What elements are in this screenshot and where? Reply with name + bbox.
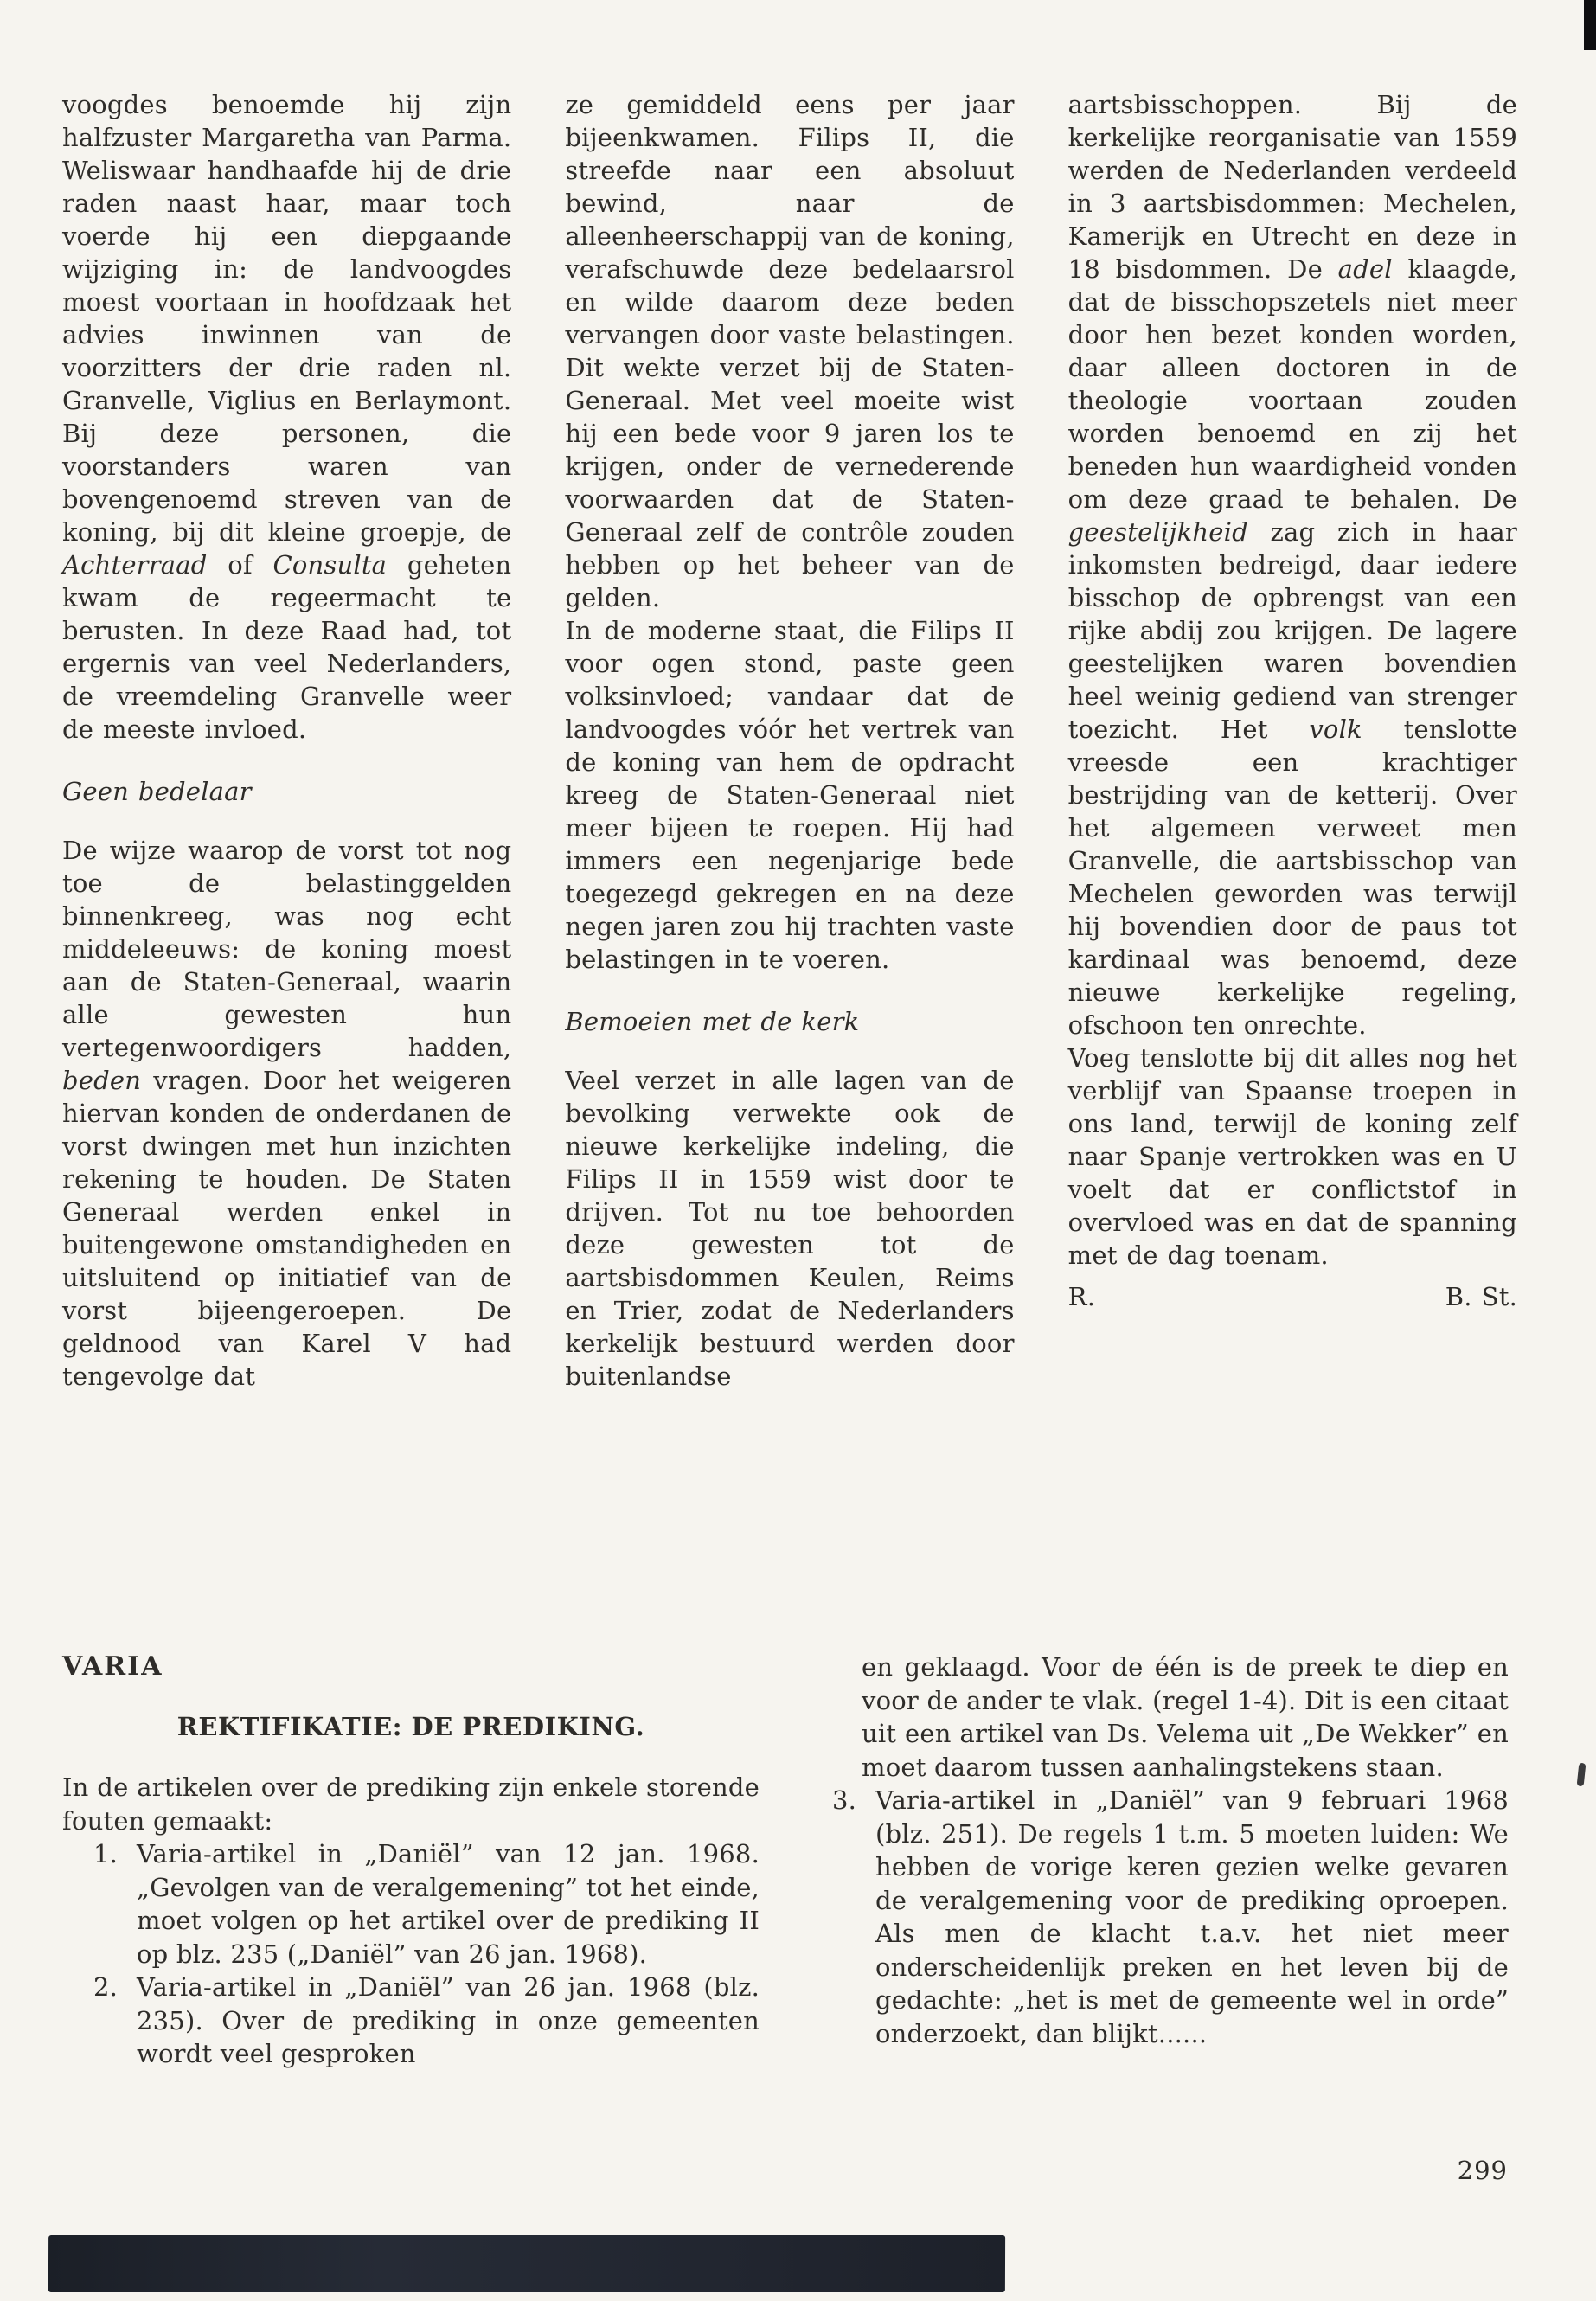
section-heading-geen-bedelaar: Geen bedelaar	[62, 777, 252, 806]
article-column-2	[565, 88, 1014, 1393]
section-heading-bemoeien-met-de-kerk: Bemoeien met de kerk	[565, 1007, 860, 1036]
varia-section	[62, 1650, 1509, 2071]
varia-intro: In de artikelen over de prediking zijn enkele storende fouten gemaakt:	[62, 1772, 760, 1836]
varia-title: VARIA	[62, 1651, 163, 1682]
signature-right: B. St.	[1445, 1282, 1517, 1311]
item-text: Varia-artikel in „Daniël” van 26 jan. 1968 (blz. 235). Over de prediking in onze gemeenten wordt veel gesproken	[137, 1972, 760, 2068]
scan-corner-mark	[1584, 0, 1596, 50]
signature-line	[1068, 1280, 1517, 1313]
item-text: Varia-artikel in „Daniël” van 12 jan. 1968. „Gevolgen van de veralgemening” tot het einde, moet volgen op het artikel over de prediking II op blz. 235 („Daniël” van 26 jan. 1968).	[137, 1839, 760, 1969]
scan-edge-mark	[1577, 1763, 1586, 1787]
varia-item-1	[93, 1837, 760, 1971]
varia-item-3	[832, 1784, 1509, 2050]
article-paragraph: De wijze waarop de vorst tot nog toe de belastinggelden binnenkreeg, was nog echt middeleeuws: de koning moest aan de Staten-Generaal, waarin alle gewesten hun vertegenwoordigers hadden, beden vragen. Door het weigeren hiervan konden de onderdanen de vorst dwingen met hun inzichten rekening te houden. De Staten Generaal werden enkel in buitengewone omstandigheden en uitsluitend op initiatief van de vorst bijeengeroepen. De geldnood van Karel V had tengevolge dat	[62, 836, 512, 1391]
article-paragraph: Voeg tenslotte bij dit alles nog het verblijf van Spaanse troepen in ons land, terwijl de koning zelf naar Spanje vertrokken was en U voelt dat er conflictstof in overvloed was en dat de spanning met de dag toenam.	[1067, 1043, 1517, 1270]
varia-subtitle: REKTIFIKATIE: DE PREDIKING.	[176, 1711, 645, 1741]
article-columns	[62, 88, 1517, 1393]
article-paragraph: In de moderne staat, die Filips II voor ogen stond, paste geen volksinvloed; vandaar dat de landvoogdes vóór het vertrek van de koning van hem de opdracht kreeg de Staten-Generaal niet meer bijeen te roepen. Hij had immers een negenjarige bede toegezegd gekregen en na deze negen jaren zou hij trachten vaste belastingen in te voeren.	[565, 616, 1015, 974]
varia-continuation: en geklaagd. Voor de één is de preek te diep en voor de ander te vlak. (regel 1-4). Dit is een citaat uit een artikel van Ds. Velema uit „De Wekker” en moet daarom tussen aanhalingstekens staan.	[862, 1652, 1509, 1782]
article-paragraph: voogdes benoemde hij zijn halfzuster Margaretha van Parma. Weliswaar handhaafde hij de drie raden naast haar, maar toch voerde hij een diepgaande wijziging in: de landvoogdes moest voortaan in hoofdzaak het advies inwinnen van de voorzitters der drie raden nl. Granvelle, Viglius en Berlaymont. Bij deze personen, die voorstanders waren van bovengenoemd streven van de koning, bij dit kleine groepje, de Achterraad of Consulta geheten kwam de regeermacht te berusten. In deze Raad had, tot ergernis van veel Nederlanders, de vreemdeling Granvelle weer de meeste invloed.	[62, 90, 512, 744]
item-text: Varia-artikel in „Daniël” van 9 februari 1968 (blz. 251). De regels 1 t.m. 5 moeten luiden: We hebben de vorige keren gezien welke gevaren de veralgemening voor de prediking oproepen. Als men de klacht t.a.v. het niet meer onderscheidenlijk preken en het leven bij de gedachte: „het is met de gemeente wel in orde” onderzoekt, dan blijkt......	[875, 1785, 1509, 2048]
ink-bar-artifact	[48, 2235, 1005, 2292]
varia-column-right	[818, 1650, 1509, 2071]
item-number: 2.	[93, 1972, 119, 2002]
article-paragraph: Veel verzet in alle lagen van de bevolking verwekte ook de nieuwe kerkelijke indeling, die Filips II in 1559 wist door te drijven. Tot nu toe behoorden deze gewesten tot de aartsbisdommen Keulen, Reims en Trier, zodat de Nederlanders kerkelijk bestuurd werden door buitenlandse	[565, 1066, 1015, 1391]
item-number: 1.	[93, 1839, 119, 1868]
article-paragraph: ze gemiddeld eens per jaar bijeenkwamen. Filips II, die streefde naar een absoluut bewind, naar de alleenheerschappij van de koning, verafschuwde deze bedelaarsrol en wilde daarom deze beden vervangen door vaste belastingen. Dit wekte verzet bij de Staten-Generaal. Met veel moeite wist hij een bede voor 9 jaren los te krijgen, onder de vernederende voorwaarden dat de Staten-Generaal zelf de contrôle zouden hebben op het beheer van de gelden.	[565, 90, 1015, 612]
item-number: 3.	[832, 1785, 857, 1815]
article-column-1	[62, 88, 511, 1393]
article-column-3	[1068, 88, 1517, 1393]
page-number: 299	[1457, 2156, 1508, 2185]
varia-item-2	[93, 1971, 760, 2071]
signature-left: R.	[1067, 1282, 1096, 1311]
varia-column-left	[62, 1650, 760, 2071]
article-paragraph: aartsbisschoppen. Bij de kerkelijke reorganisatie van 1559 werden de Nederlanden verdeeld in 3 aartsbisdommen: Mechelen, Kamerijk en Utrecht en deze in 18 bisdommen. De adel klaagde, dat de bisschopszetels niet meer door hen bezet konden worden, daar alleen doctoren in de theologie voortaan zouden worden benoemd en zij het beneden hun waardigheid vonden om deze graad te behalen. De geestelijkheid zag zich in haar inkomsten bedreigd, daar iedere bisschop de opbrengst van een rijke abdij zou krijgen. De lagere geestelijken waren bovendien heel weinig gediend van strenger toezicht. Het volk tenslotte vreesde een krachtiger bestrijding van de ketterij. Over het algemeen verweet men Granvelle, die aartsbisschop van Mechelen geworden was terwijl hij bovendien door de paus tot kardinaal was benoemd, deze nieuwe kerkelijke regeling, ofschoon ten onrechte.	[1067, 90, 1517, 1040]
